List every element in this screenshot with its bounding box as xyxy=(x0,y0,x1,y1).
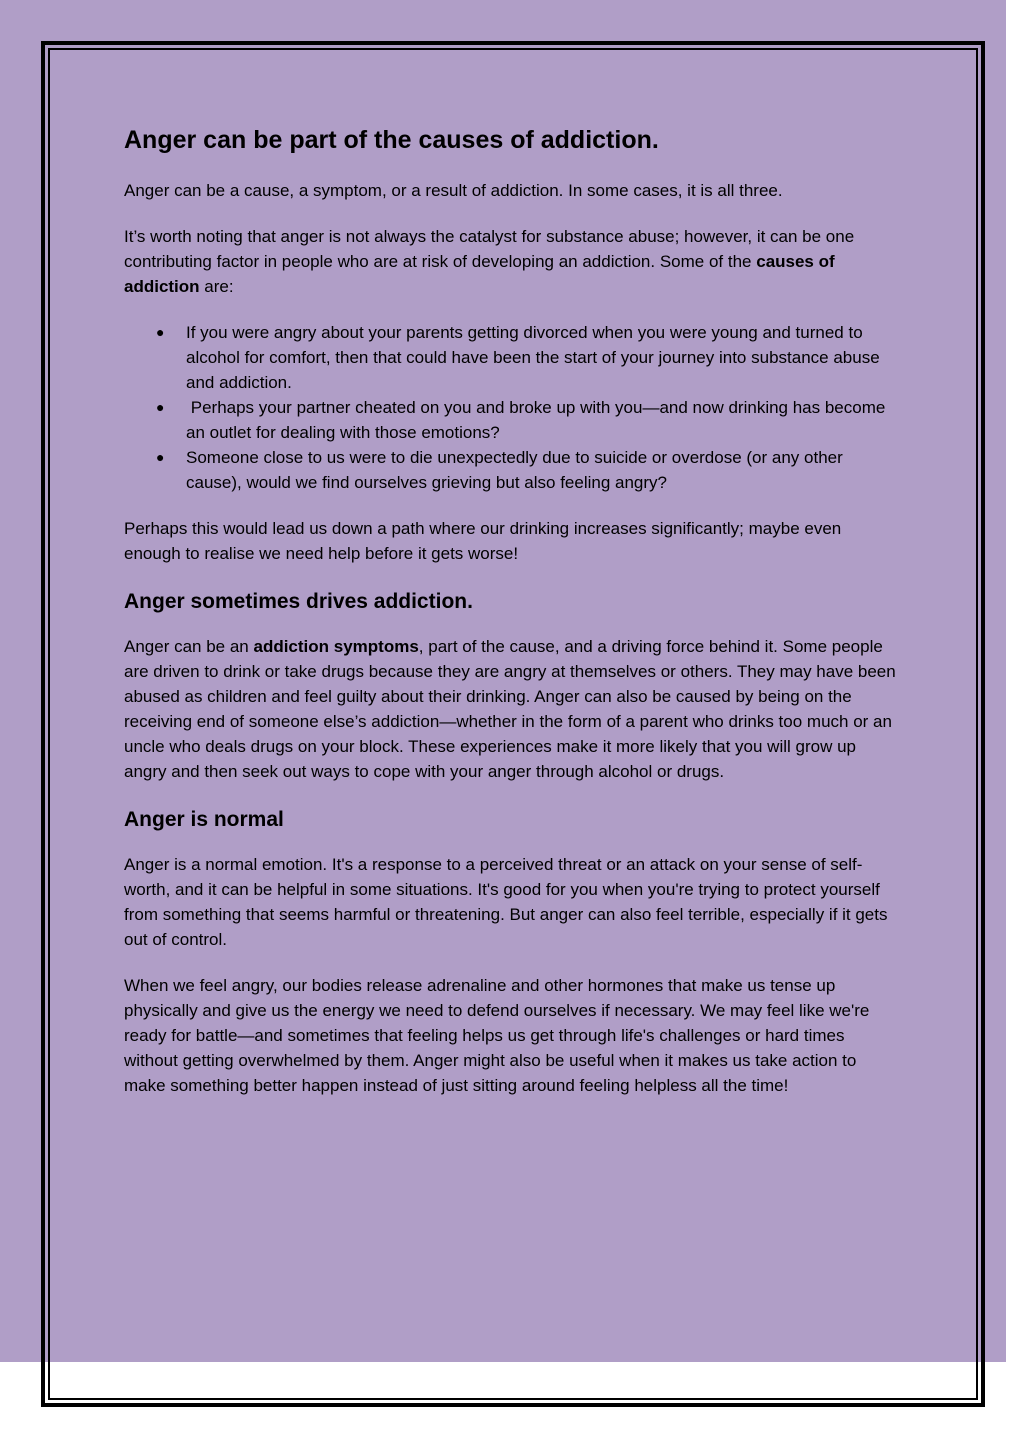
section-heading-drives: Anger sometimes drives addiction. xyxy=(124,590,473,613)
bullet-list xyxy=(124,320,896,495)
article-body xyxy=(124,124,896,1119)
list-item xyxy=(124,320,896,395)
paragraph: When we feel angry, our bodies release adrenaline and other hormones that make us tense up physically and give us the energy we need to defend ourselves if necessary. We may feel like we're ready for battle—and sometimes that feeling helps us get through life's challenges or hard times without getting overwhelmed by them. Anger might also be useful when it makes us take action to make something better happen instead of just sitting around feeling helpless all the time! xyxy=(124,976,870,1095)
section-causes xyxy=(124,124,896,566)
list-item-text: Someone close to us were to die unexpectedly due to suicide or overdose (or any other cause), would we find ourselves grieving but also feeling angry? xyxy=(186,448,843,492)
section-anger-normal xyxy=(124,806,896,1098)
paragraph: Anger can be a cause, a symptom, or a result of addiction. In some cases, it is all three. xyxy=(124,181,783,200)
bullet-icon: ● xyxy=(156,449,165,465)
paragraph xyxy=(124,634,896,784)
paragraph: Perhaps this would lead us down a path where our drinking increases significantly; maybe even enough to realise we need help before it gets worse! xyxy=(124,519,842,563)
bullet-icon: ● xyxy=(156,324,165,340)
section-drives-addiction xyxy=(124,588,896,784)
section-heading-causes: Anger can be part of the causes of addiction. xyxy=(124,126,659,154)
list-item-text: If you were angry about your parents getting divorced when you were young and turned to alcohol for comfort, then that could have been the start of your journey into substance abuse and addiction. xyxy=(186,323,880,392)
paragraph-text: , part of the cause, and a driving force behind it. Some people are driven to drink or take drugs because they are angry at themselves or others. They may have been abused as children and feel guilty about their drinking. Anger can also be caused by being on the receiving end of someone else’s addiction—whether in the form of a parent who drinks too much or an uncle who deals drugs on your block. These experiences make it more likely that you will grow up angry and then seek out ways to cope with your anger through alcohol or drugs. xyxy=(124,637,896,781)
list-item xyxy=(124,445,896,495)
paragraph-text: It’s worth noting that anger is not always the catalyst for substance abuse; however, it can be one contributing factor in people who are at risk of developing an addiction. Some of the xyxy=(124,227,855,271)
list-item-text: Perhaps your partner cheated on you and broke up with you—and now drinking has become an outlet for dealing with those emotions? xyxy=(186,398,891,442)
bold-term-causes-of-addiction: causes of addiction xyxy=(124,252,835,296)
paragraph-text: are: xyxy=(199,277,234,296)
bullet-icon: ● xyxy=(156,399,165,415)
list-item xyxy=(124,395,896,445)
section-heading-normal: Anger is normal xyxy=(124,808,284,831)
paragraph xyxy=(124,224,896,299)
paragraph-text: Anger can be an xyxy=(124,637,254,656)
bold-term-addiction-symptoms: addiction symptoms xyxy=(253,637,419,656)
paragraph: Anger is a normal emotion. It's a response to a perceived threat or an attack on your sense of self-worth, and it can be helpful in some situations. It's good for you when you're trying to protect yourself from something that seems harmful or threatening. But anger can also feel terrible, especially if it gets out of control. xyxy=(124,855,888,949)
